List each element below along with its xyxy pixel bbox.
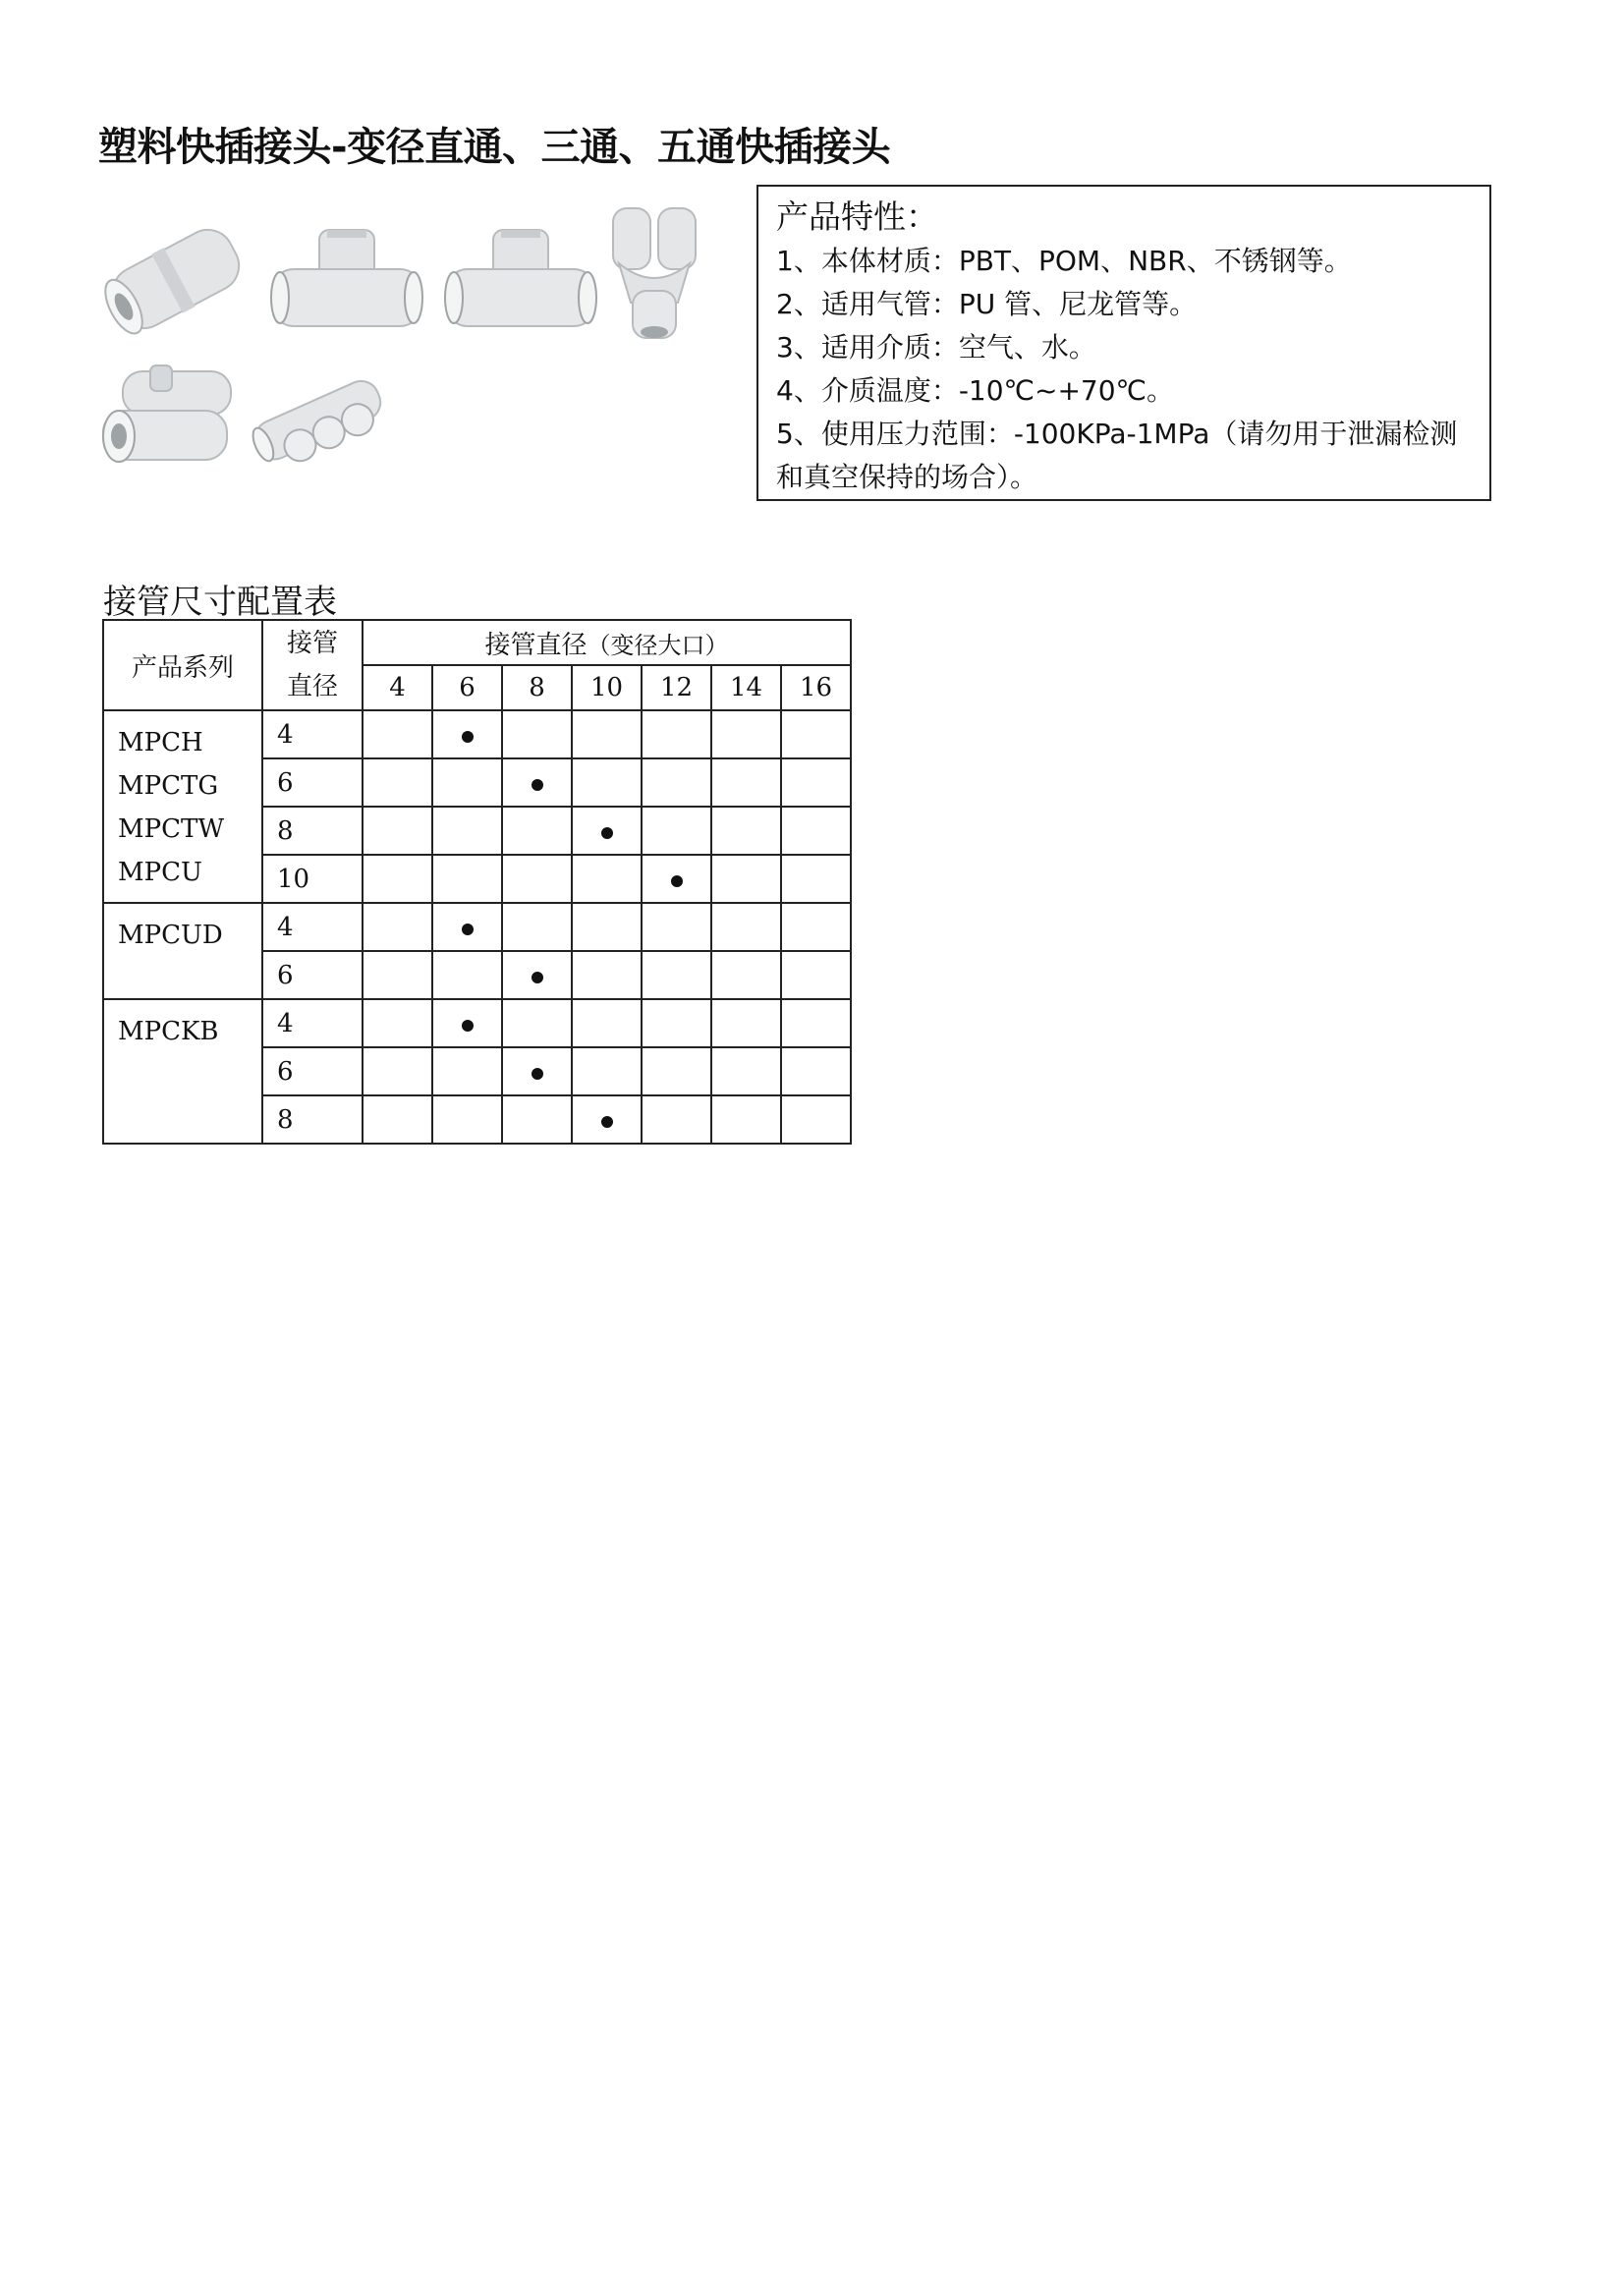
size-cell-16	[781, 807, 851, 855]
feature-material: 1、本体材质：PBT、POM、NBR、不锈钢等。	[776, 245, 1352, 277]
size-cell-16	[781, 855, 851, 903]
size-header-12: 12	[642, 665, 711, 710]
size-cell-8	[502, 855, 572, 903]
size-cell-10	[572, 855, 642, 903]
size-cell-4	[363, 807, 432, 855]
size-table-body	[103, 710, 851, 1144]
available-dot-icon	[601, 1116, 613, 1128]
feature-medium: 3、适用介质：空气、水。	[776, 331, 1096, 364]
size-cell-14	[711, 710, 781, 758]
size-cell-10	[572, 710, 642, 758]
size-cell-10	[572, 951, 642, 999]
product-features-box	[756, 185, 1491, 501]
series-cell	[103, 710, 262, 903]
size-cell-12	[642, 758, 711, 807]
size-cell-16	[781, 903, 851, 951]
tube-diameter-cell: 6	[262, 758, 363, 807]
double-y-fitting-icon	[93, 362, 241, 475]
available-dot-icon	[462, 1020, 474, 1032]
product-photos	[93, 196, 712, 491]
header-tube-line2: 直径	[286, 672, 338, 701]
size-cell-4	[363, 1095, 432, 1144]
header-tube-line1: 接管	[286, 629, 338, 658]
header-tube-diameter	[262, 620, 363, 710]
size-header-16: 16	[781, 665, 851, 710]
size-cell-12	[642, 807, 711, 855]
size-header-6: 6	[432, 665, 502, 710]
size-header-10: 10	[572, 665, 642, 710]
size-cell-12	[642, 951, 711, 999]
size-cell-10	[572, 1095, 642, 1144]
tube-diameter-cell: 10	[262, 855, 363, 903]
size-cell-12	[642, 855, 711, 903]
available-dot-icon	[532, 779, 543, 791]
size-cell-14	[711, 758, 781, 807]
size-cell-14	[711, 903, 781, 951]
size-cell-8	[502, 999, 572, 1047]
size-cell-6	[432, 1047, 502, 1095]
header-series: 产品系列	[103, 620, 262, 710]
size-cell-4	[363, 1047, 432, 1095]
size-cell-4	[363, 999, 432, 1047]
series-name: MPCUD	[118, 921, 223, 950]
series-cell	[103, 903, 262, 999]
size-header-4: 4	[363, 665, 432, 710]
size-cell-12	[642, 999, 711, 1047]
size-cell-8	[502, 1047, 572, 1095]
size-cell-8	[502, 807, 572, 855]
size-cell-8	[502, 710, 572, 758]
table-row	[103, 903, 851, 951]
tee-fitting-icon	[442, 226, 599, 334]
size-cell-4	[363, 855, 432, 903]
size-cell-16	[781, 1095, 851, 1144]
size-table-label: 接管尺寸配置表	[103, 583, 337, 622]
available-dot-icon	[532, 972, 543, 983]
size-cell-6	[432, 710, 502, 758]
header-big-main: 接管直径	[484, 630, 588, 660]
size-header-8: 8	[502, 665, 572, 710]
header-big-diameter	[363, 620, 851, 665]
size-cell-10	[572, 999, 642, 1047]
size-cell-8	[502, 903, 572, 951]
available-dot-icon	[601, 827, 613, 839]
series-name: MPCTG	[118, 771, 219, 801]
size-cell-16	[781, 710, 851, 758]
tube-diameter-cell: 6	[262, 951, 363, 999]
size-cell-6	[432, 758, 502, 807]
straight-reducer-fitting-icon	[97, 208, 254, 351]
series-name: MPCTW	[118, 814, 225, 844]
size-cell-14	[711, 1095, 781, 1144]
feature-pressure: 5、使用压力范围：-100KPa-1MPa（请勿用于泄漏检测和真空保持的场合）。	[776, 418, 1458, 493]
series-name: MPCH	[118, 728, 203, 757]
size-config-table	[102, 619, 852, 1145]
size-cell-14	[711, 999, 781, 1047]
size-header-14: 14	[711, 665, 781, 710]
size-cell-16	[781, 758, 851, 807]
tube-diameter-cell: 6	[262, 1047, 363, 1095]
feature-tube: 2、适用气管：PU 管、尼龙管等。	[776, 288, 1198, 320]
available-dot-icon	[671, 875, 683, 887]
size-cell-12	[642, 710, 711, 758]
size-cell-6	[432, 903, 502, 951]
size-cell-8	[502, 1095, 572, 1144]
size-cell-6	[432, 999, 502, 1047]
y-fitting-icon	[609, 204, 700, 342]
size-cell-14	[711, 855, 781, 903]
size-cell-10	[572, 758, 642, 807]
series-name: MPCKB	[118, 1017, 219, 1046]
series-name: MPCU	[118, 858, 202, 887]
size-cell-6	[432, 951, 502, 999]
header-big-sub: （变径大口）	[587, 631, 729, 659]
size-cell-4	[363, 758, 432, 807]
tee-fitting-icon	[268, 226, 425, 334]
table-row	[103, 710, 851, 758]
tube-diameter-cell: 4	[262, 903, 363, 951]
table-row	[103, 999, 851, 1047]
available-dot-icon	[462, 924, 474, 935]
size-cell-14	[711, 807, 781, 855]
size-cell-16	[781, 951, 851, 999]
size-cell-10	[572, 903, 642, 951]
size-cell-4	[363, 903, 432, 951]
five-way-manifold-fitting-icon	[243, 362, 390, 472]
feature-temperature: 4、介质温度：-10℃~+70℃。	[776, 374, 1174, 407]
size-cell-14	[711, 1047, 781, 1095]
available-dot-icon	[532, 1068, 543, 1080]
size-cell-6	[432, 1095, 502, 1144]
size-cell-8	[502, 951, 572, 999]
size-cell-6	[432, 807, 502, 855]
series-cell	[103, 999, 262, 1144]
size-cell-12	[642, 903, 711, 951]
size-cell-8	[502, 758, 572, 807]
tube-diameter-cell: 8	[262, 1095, 363, 1144]
tube-diameter-cell: 4	[262, 999, 363, 1047]
size-cell-12	[642, 1095, 711, 1144]
size-cell-10	[572, 807, 642, 855]
tube-diameter-cell: 4	[262, 710, 363, 758]
size-cell-4	[363, 710, 432, 758]
tube-diameter-cell: 8	[262, 807, 363, 855]
available-dot-icon	[462, 731, 474, 743]
size-cell-14	[711, 951, 781, 999]
size-cell-4	[363, 951, 432, 999]
features-heading: 产品特性：	[776, 197, 938, 236]
size-cell-10	[572, 1047, 642, 1095]
size-cell-6	[432, 855, 502, 903]
page-title: 塑料快插接头-变径直通、三通、五通快插接头	[98, 125, 891, 170]
size-cell-16	[781, 999, 851, 1047]
size-cell-16	[781, 1047, 851, 1095]
size-cell-12	[642, 1047, 711, 1095]
